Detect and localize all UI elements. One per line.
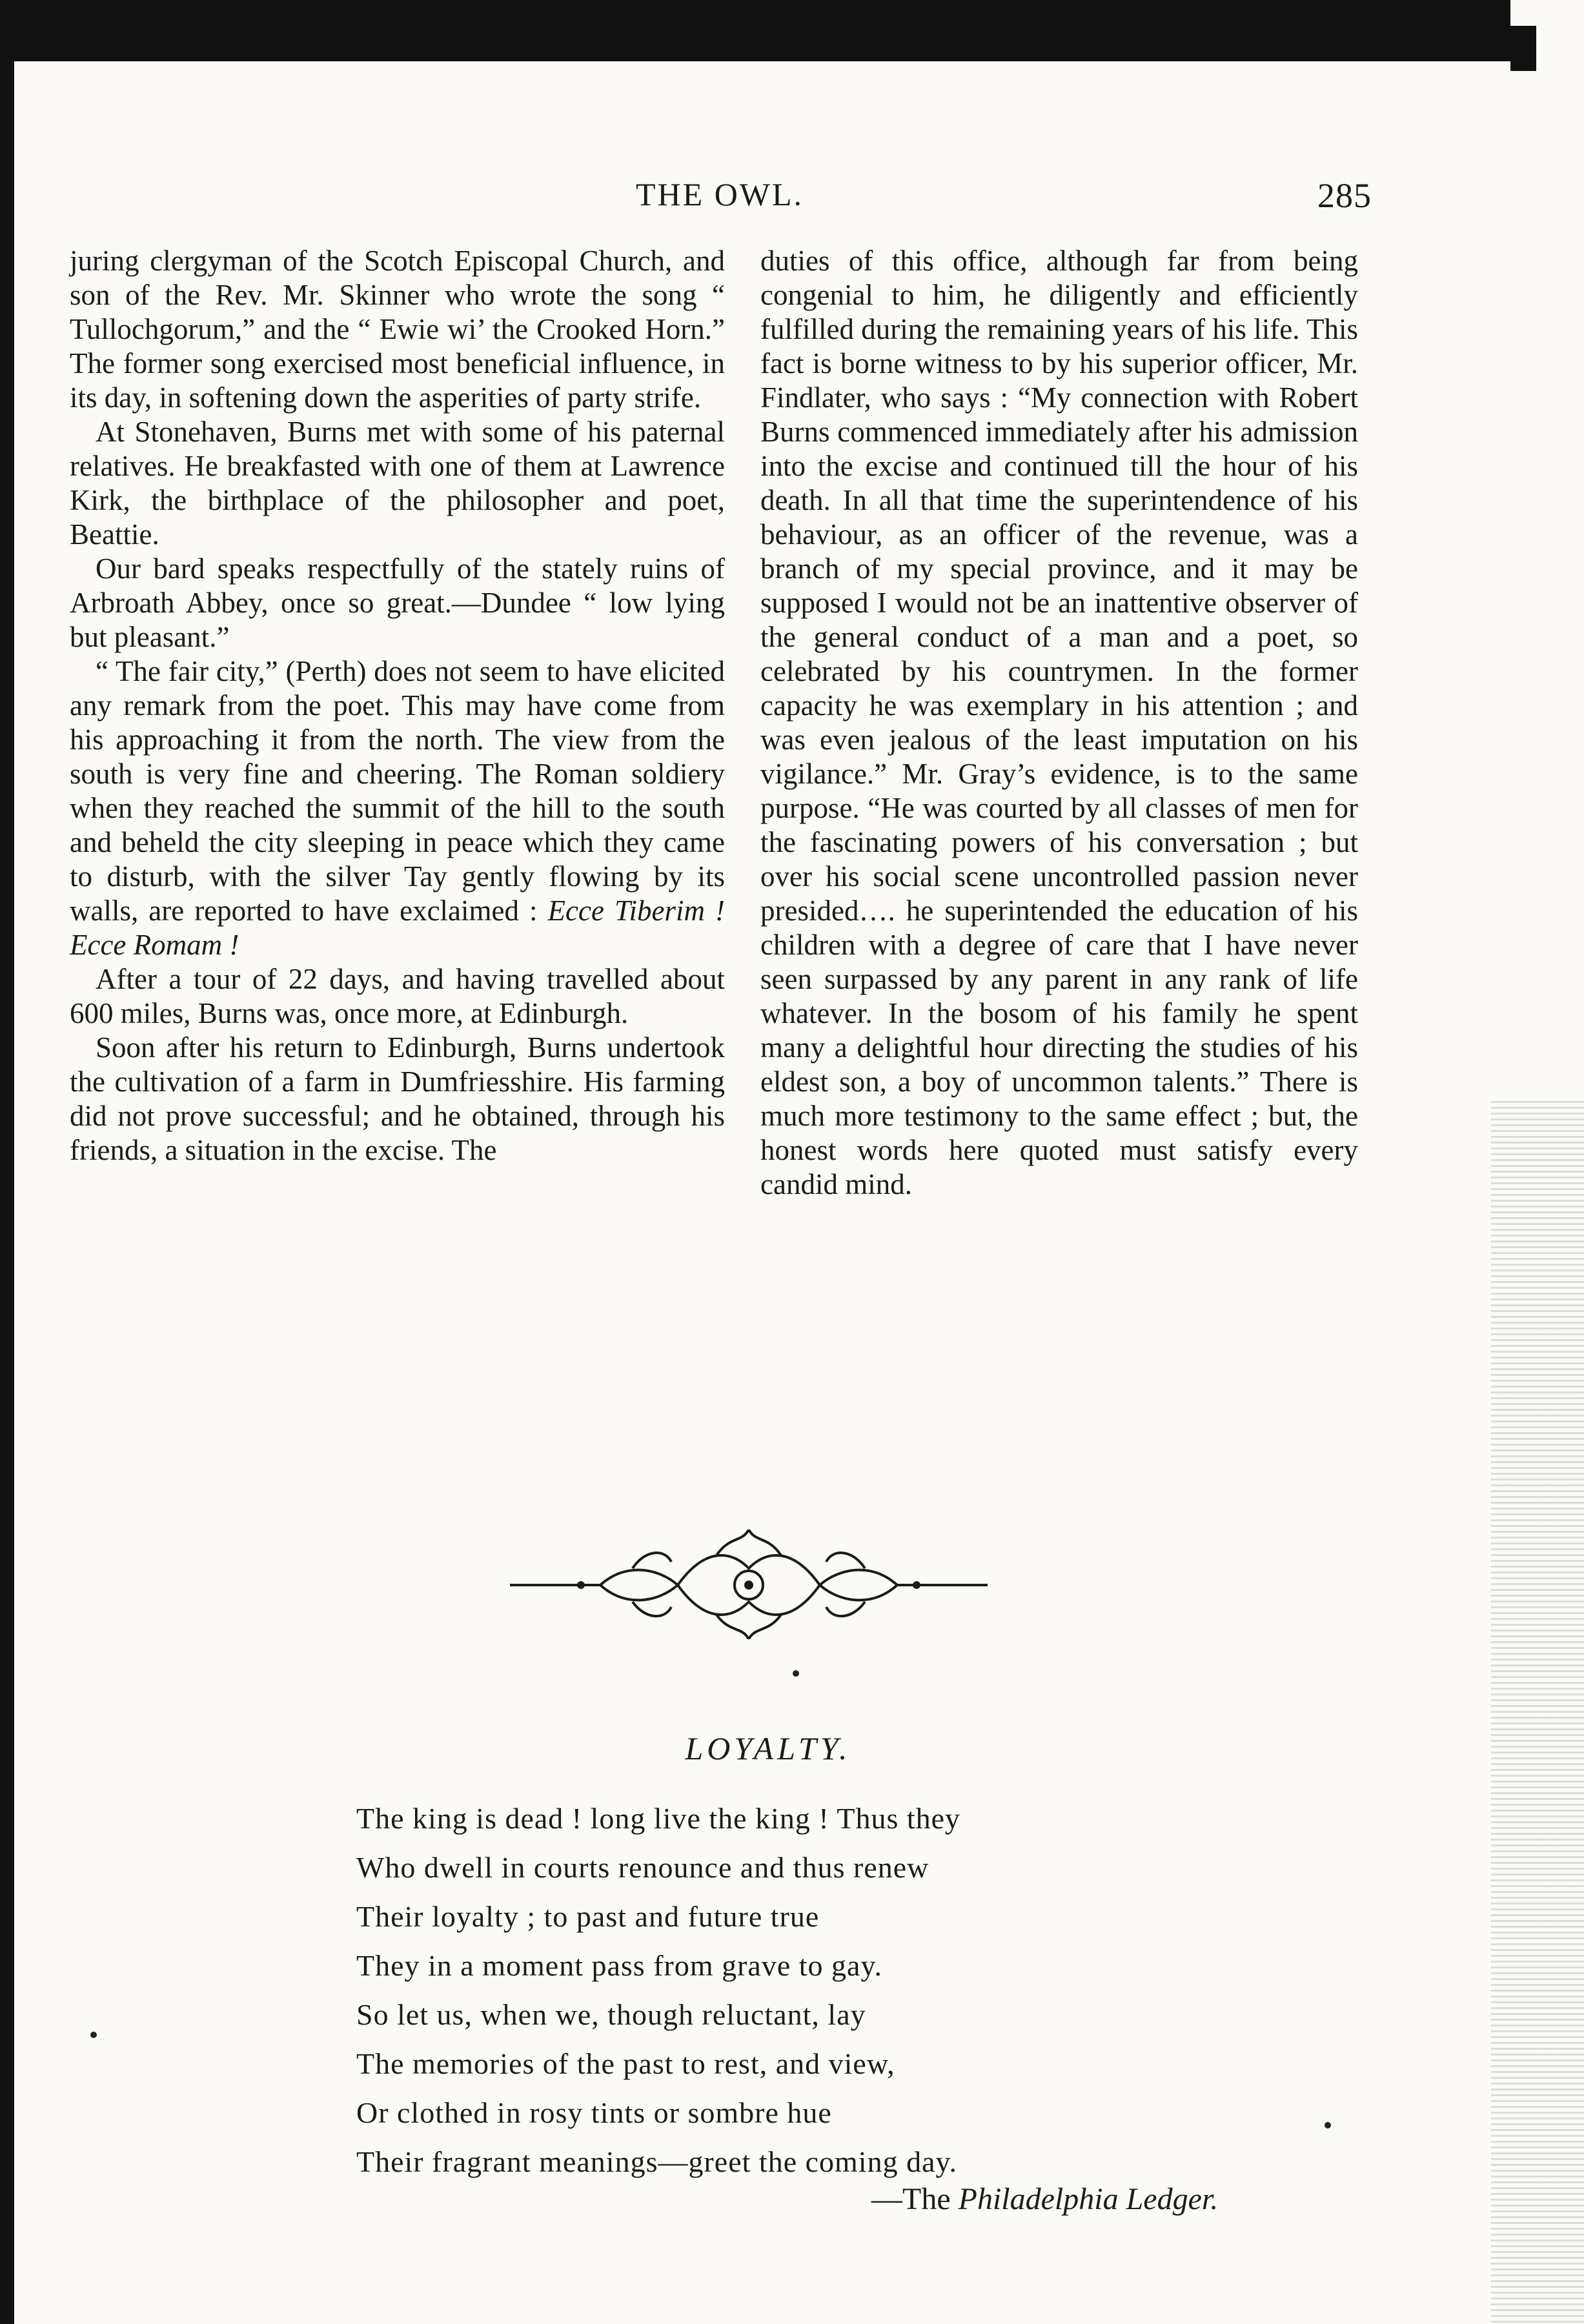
- poem-title: LOYALTY.: [685, 1730, 851, 1766]
- attribution-prefix: —The: [871, 2182, 951, 2216]
- poem-line: Their loyalty ; to past and future true: [356, 1900, 820, 1933]
- decorative-ornament-icon: [503, 1530, 994, 1639]
- right-column: [760, 244, 1358, 1202]
- poem-attribution: [871, 2181, 1218, 2217]
- paragraph: duties of this office, although far from being congenial to him, he diligently and efficiently fulfilled during the remaining years of his life. This fact is borne witness to by his superior officer, Mr. Findlater, who says : “My connection with Robert Burns commenced immediately after his admission into the excise and continued till the hour of his death. In all that time the superintendence of his behaviour, as an officer of the revenue, was a branch of my special province, and it may be supposed I would not be an inattentive observer of the general conduct of a man and a poet, so celebrated by his countrymen. In the former capacity he was exemplary in his attention ; and was even jealous of the least imputation on his vigilance.” Mr. Gray’s evidence, is to the same purpose. “He was courted by all classes of men for the fascinating powers of his conversation ; but over his social scene uncontrolled passion never presided…. he superintended the education of his children with a degree of care that I have never seen surpassed by any parent in any rank of life whatever. In the bosom of his family he spent many a delightful hour directing the studies of his eldest son, a boy of uncommon talents.” There is much more testimony to the same effect ; but, the honest words here quoted must satisfy every candid mind.: [760, 245, 1358, 1200]
- paragraph: Soon after his return to Edinburgh, Burns undertook the cultivation of a farm in Dumfriesshire. His farming did not prove successful; and he obtained, through his friends, a situation in the excise. The: [70, 1031, 725, 1166]
- paragraph: After a tour of 22 days, and having travelled about 600 miles, Burns was, once more, at Edinburgh.: [70, 963, 725, 1029]
- left-column: [70, 244, 725, 1167]
- poem-line: Or clothed in rosy tints or sombre hue: [356, 2096, 832, 2129]
- paragraph-text: “ The fair city,” (Perth) does not seem to have elicited any remark from the poet. This may have come from his approaching it from the north. The view from the south is very fine and cheering. The Roman soldiery when they reached the summit of the hill to the south and beheld the city sleeping in peace which they came to disturb, with the silver Tay gently flowing by its walls, are reported to have exclaimed :: [70, 655, 725, 927]
- poem-body: [356, 1794, 1260, 2187]
- paragraph: [70, 654, 725, 962]
- scan-border-top: [0, 0, 1510, 61]
- poem-line: Who dwell in courts renounce and thus renew: [356, 1851, 929, 1884]
- stray-mark: [90, 2032, 97, 2038]
- scan-border-left: [0, 39, 14, 2324]
- latin-quote: Ecce Tiberim ! Ecce Romam !: [70, 894, 725, 961]
- scan-border-top-tail: [1510, 26, 1536, 71]
- paragraph: At Stonehaven, Burns met with some of his paternal relatives. He breakfasted with one of them at Lawrence Kirk, the birthplace of the philosopher and poet, Beattie.: [70, 416, 725, 551]
- poem-line: The king is dead ! long live the king ! Thus they: [356, 1802, 961, 1835]
- paragraph: juring clergyman of the Scotch Episcopal Church, and son of the Rev. Mr. Skinner who wrote the song “ Tullochgorum,” and the “ Ewie wi’ the Crooked Horn.” The former song exercised most beneficial influence, in its day, in softening down the asperities of party strife.: [70, 245, 725, 414]
- attribution-source: Philadelphia Ledger.: [958, 2182, 1219, 2216]
- stray-mark: [793, 1670, 799, 1677]
- journal-title: THE OWL.: [636, 176, 804, 212]
- poem-line: So let us, when we, though reluctant, lay: [356, 1998, 866, 2031]
- page-number: 285: [1317, 176, 1372, 215]
- scan-edge-noise: [1491, 1097, 1584, 2323]
- poem-line: The memories of the past to rest, and view,: [356, 2047, 895, 2080]
- poem-line: Their fragrant meanings—greet the coming day.: [356, 2145, 958, 2178]
- running-header: [636, 169, 1372, 214]
- paragraph: Our bard speaks respectfully of the stately ruins of Arbroath Abbey, once so great.—Dundee “ low lying but pleasant.”: [70, 552, 725, 653]
- poem-line: They in a moment pass from grave to gay.: [356, 1949, 882, 1982]
- stray-mark: [1325, 2122, 1331, 2128]
